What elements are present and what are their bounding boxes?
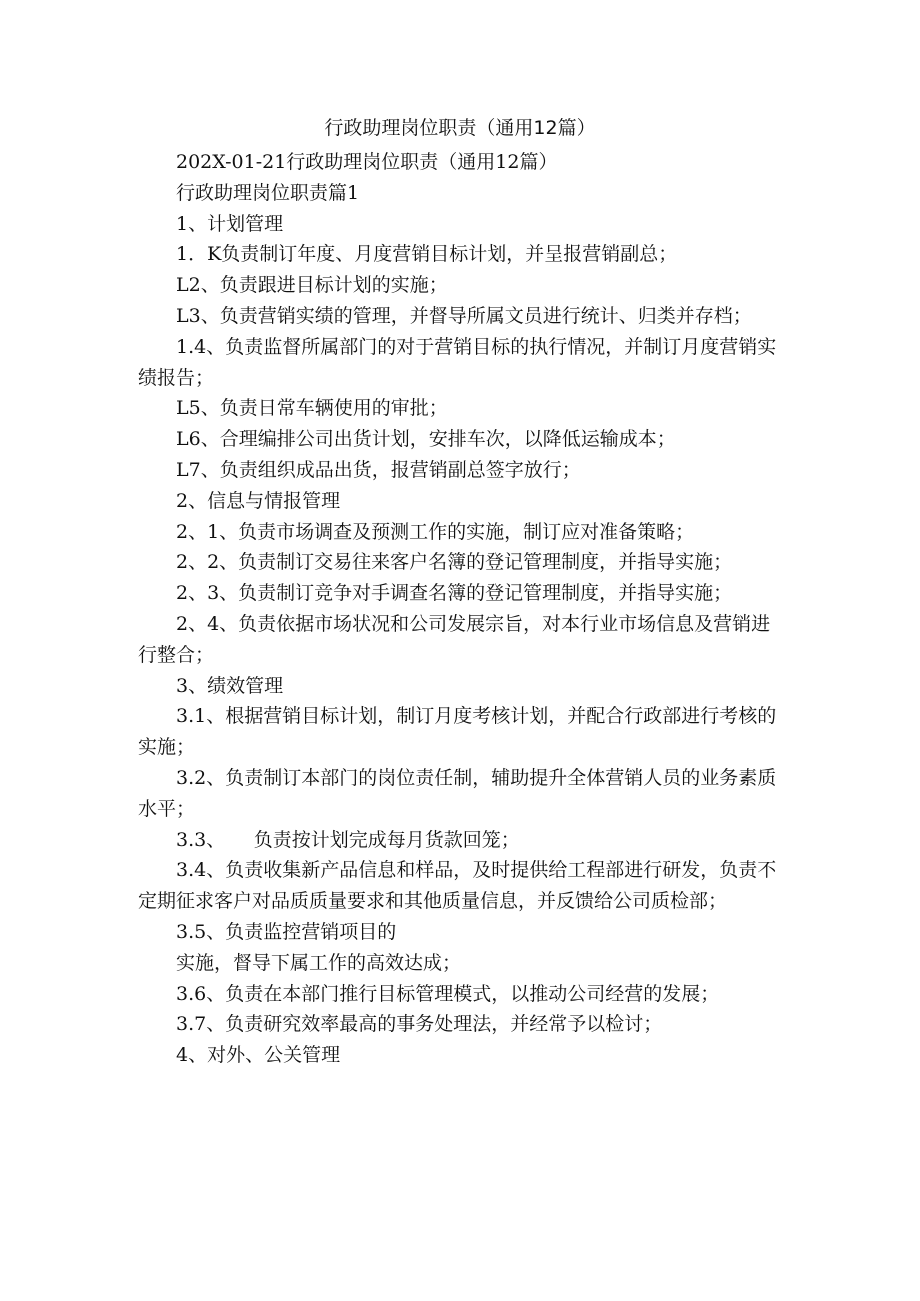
subheading: 4、对外、公关管理 bbox=[176, 1044, 341, 1067]
paragraph: 2、3、负责制订竞争对手调查名簿的登记管理制度，并指导实施； bbox=[176, 582, 733, 605]
paragraph: L6、合理编排公司出货计划，安排车次，以降低运输成本； bbox=[176, 428, 676, 451]
paragraph: 3.3、 负责按计划完成每月货款回笼； bbox=[176, 828, 520, 851]
paragraph: 3.2、负责制订本部门的岗位责任制，辅助提升全体营销人员的业务素质水平； bbox=[138, 766, 777, 820]
paragraph: L7、负责组织成品出货，报营销副总签字放行； bbox=[176, 458, 581, 481]
paragraph: 实施，督导下属工作的高效达成； bbox=[176, 951, 462, 974]
subheading: 1、计划管理 bbox=[176, 212, 284, 235]
paragraph: L3、负责营销实绩的管理，并督导所属文员进行统计、归类并存档； bbox=[176, 304, 752, 327]
paragraph: 2、2、负责制订交易往来客户名簿的登记管理制度，并指导实施； bbox=[176, 551, 733, 574]
paragraph: 1．K负责制订年度、月度营销目标计划，并呈报营销副总； bbox=[176, 243, 678, 266]
paragraph: 3.1、根据营销目标计划，制订月度考核计划，并配合行政部进行考核的实施； bbox=[138, 705, 777, 759]
paragraph: 3.5、负责监控营销项目的 bbox=[176, 920, 397, 943]
paragraph: 3.7、负责研究效率最高的事务处理法，并经常予以检讨； bbox=[176, 1013, 663, 1036]
subheading: 3、绩效管理 bbox=[176, 674, 284, 697]
paragraph: L5、负责日常车辆使用的审批； bbox=[176, 397, 448, 420]
document-title: 行政助理岗位职责（通用12篇） bbox=[324, 117, 596, 139]
date-line: 202X-01-21行政助理岗位职责（通用12篇） bbox=[176, 151, 558, 173]
paragraph: 3.4、负责收集新产品信息和样品，及时提供给工程部进行研发，负责不定期征求客户对品质质量要求和其他质量信息，并反馈给公司质检部； bbox=[138, 859, 777, 913]
document-body bbox=[138, 147, 788, 1071]
paragraph: 2、1、负责市场调查及预测工作的实施，制订应对准备策略； bbox=[176, 520, 695, 543]
paragraph: L2、负责跟进目标计划的实施； bbox=[176, 274, 448, 297]
paragraph: 2、4、负责依据市场状况和公司发展宗旨，对本行业市场信息及营销进行整合； bbox=[138, 612, 771, 666]
section-heading: 行政助理岗位职责篇1 bbox=[176, 181, 360, 204]
paragraph: 1.4、负责监督所属部门的对于营销目标的执行情况，并制订月度营销实绩报告； bbox=[138, 335, 777, 389]
subheading: 2、信息与情报管理 bbox=[176, 489, 341, 512]
paragraph: 3.6、负责在本部门推行目标管理模式，以推动公司经营的发展； bbox=[176, 982, 720, 1005]
